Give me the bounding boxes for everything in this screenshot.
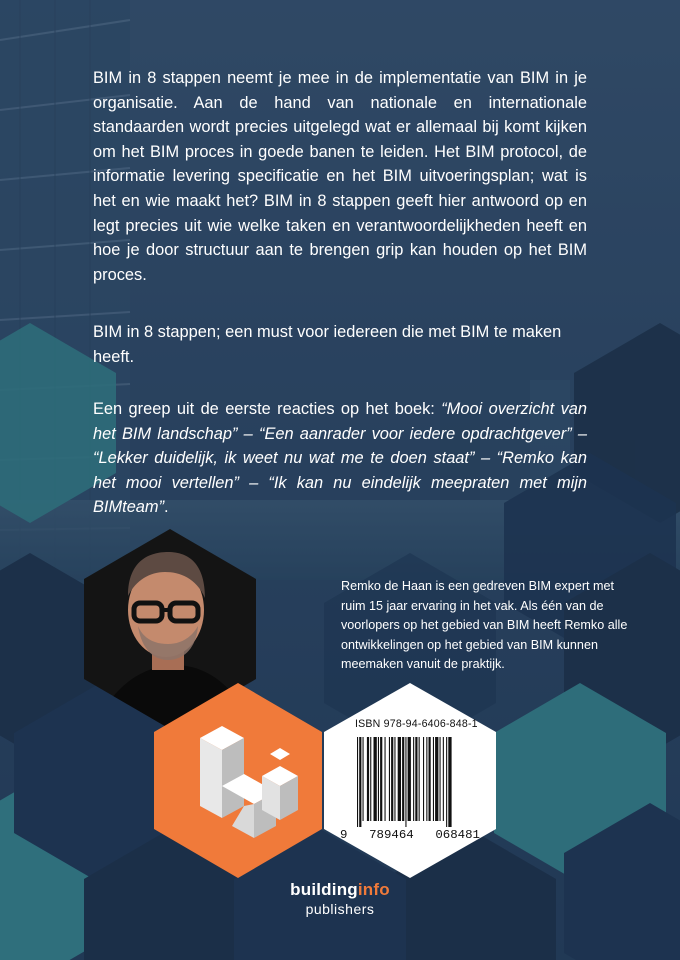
barcode-digits <box>340 828 480 842</box>
isbn-label: ISBN 978-94-6406-848-1 <box>355 718 478 730</box>
barcode-bar <box>426 737 427 821</box>
barcode-bar <box>385 737 386 821</box>
barcode-bar <box>370 737 371 821</box>
barcode-bar <box>419 737 420 821</box>
reactions-intro: Een greep uit de eerste reacties op het boek: <box>93 400 442 418</box>
barcode-bar <box>443 737 444 821</box>
reader-quotes: “Mooi overzicht van het BIM landschap” – “Een aanrader voor iedere opdrachtgever” – “Lekker duidelijk, ik weet nu wat me te doen staat” – “Remko kan het mooi vertellen” – “Ik kan nu eindelijk meepraten met mijn BIMteam” <box>93 400 588 517</box>
barcode-digit-first: 9 <box>340 828 348 842</box>
barcode-bar <box>405 737 406 827</box>
barcode-bar <box>394 737 395 821</box>
publisher-subtitle: publishers <box>305 901 375 917</box>
reactions-end: . <box>164 498 169 517</box>
barcode-bar <box>363 737 364 821</box>
barcode-bar <box>408 737 411 821</box>
barcode-bar <box>380 737 382 821</box>
barcode-bar <box>374 737 377 821</box>
barcode-bar <box>402 737 404 821</box>
barcode-bar <box>446 737 447 827</box>
barcode-bar <box>448 737 451 827</box>
barcode-digit-group-2: 068481 <box>435 828 480 842</box>
barcode-bar <box>423 737 424 821</box>
description-paragraph-3 <box>93 397 587 520</box>
barcode-bar <box>367 737 369 821</box>
author-bio: Remko de Haan is een gedreven BIM expert met ruim 15 jaar ervaring in het vak. Als één van de voorlopers op het gebied van BIM heeft Remko alle ontwikkelingen op het gebied van BIM kunnen meemaken vanuit de praktijk. <box>341 579 628 672</box>
barcode <box>357 737 479 827</box>
barcode-bar <box>357 737 358 827</box>
barcode-digit-group-1: 789464 <box>369 828 414 842</box>
publisher-name-part2: info <box>357 880 390 899</box>
barcode-bar <box>389 737 390 821</box>
barcode-bar <box>378 737 379 821</box>
barcode-bar <box>359 737 361 827</box>
barcode-bar <box>440 737 441 821</box>
description-paragraph-1: BIM in 8 stappen neemt je mee in de implementatie van BIM in je organisatie. Aan de hand van nationale en internationale standaarden wordt precies uitgelegd wat er allemaal bij komt kijken om het BIM proces in goede banen te leiden. Het BIM protocol, de informatie levering specificatie en het BIM uitvoeringsplan; wat is het en wie maakt het? BIM in 8 stappen geeft hier antwoord op en legt precies uit wie welke taken en verantwoordelijkheden heeft en hoe je door structuur aan te brengen grip kan houden op het BIM proces. <box>93 69 587 284</box>
barcode-bar <box>391 737 393 821</box>
barcode-bar <box>433 737 434 821</box>
description-paragraph-2: BIM in 8 stappen; een must voor iedereen die met BIM te maken heeft. <box>93 323 562 366</box>
barcode-bar <box>429 737 431 821</box>
barcode-bar <box>435 737 438 821</box>
publisher-name-part1: building <box>290 880 358 899</box>
barcode-bar <box>415 737 417 821</box>
barcode-bar <box>413 737 414 821</box>
publisher-name <box>0 880 680 900</box>
barcode-bar <box>398 737 401 821</box>
